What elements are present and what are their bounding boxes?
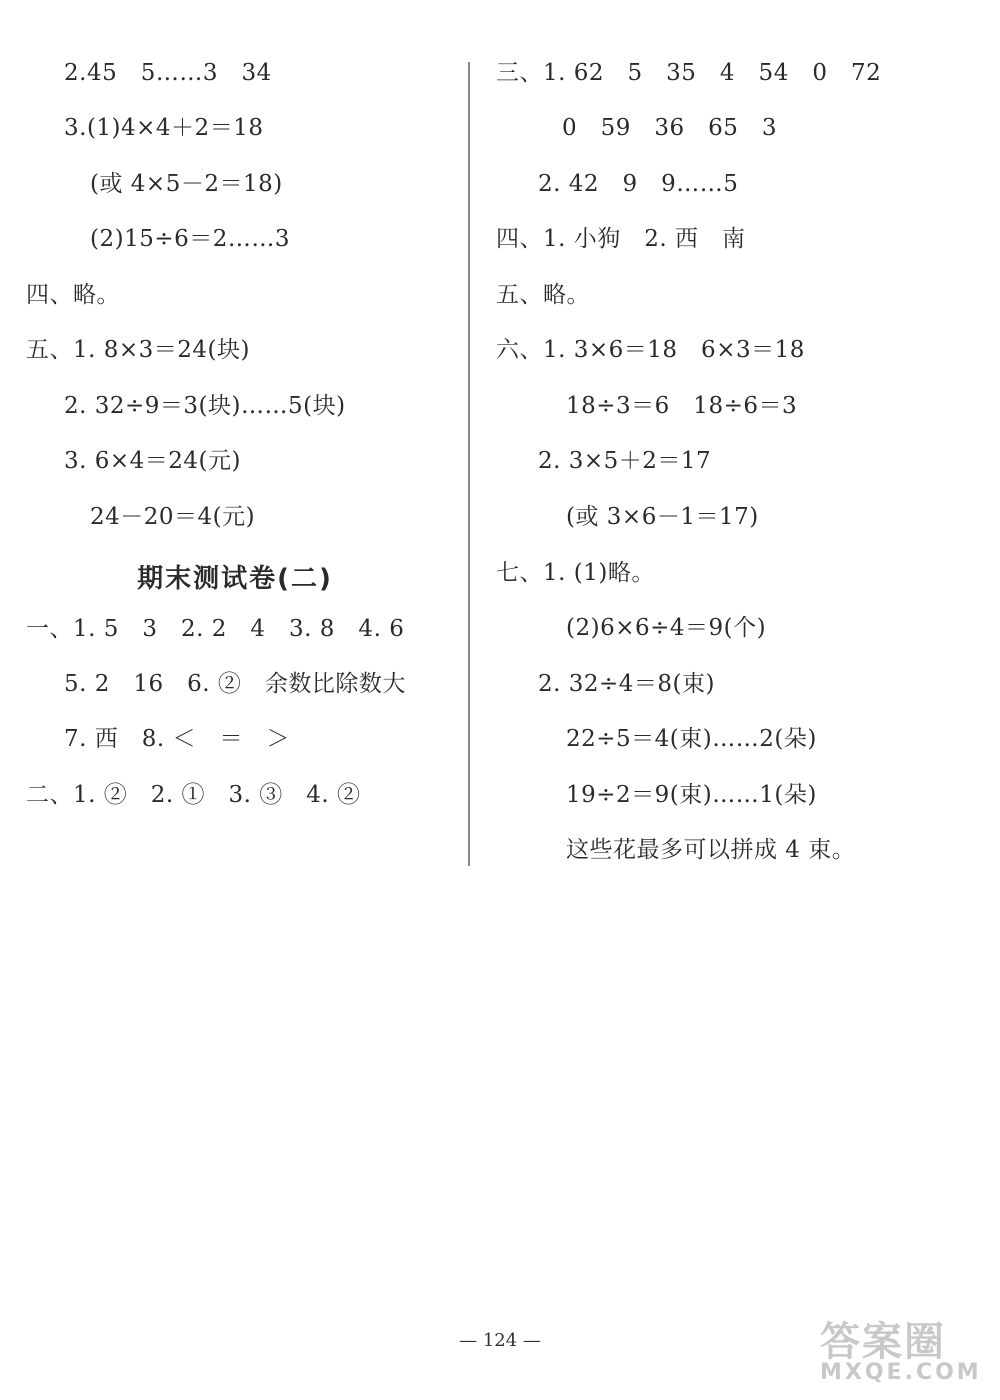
right-line-8: 2. 3×5＋2＝17 bbox=[538, 448, 712, 474]
right-line-12: 2. 32÷4＝8(束) bbox=[538, 671, 716, 697]
left-line-2: 3.(1)4×4＋2＝18 bbox=[64, 115, 264, 141]
watermark-text: 答案圈 bbox=[820, 1319, 946, 1365]
left-line-10: 一、1. 5 3 2. 2 4 3. 8 4. 6 bbox=[26, 616, 405, 642]
left-line-5: 四、略。 bbox=[26, 282, 120, 308]
left-line-9: 24－20＝4(元) bbox=[90, 504, 256, 530]
watermark-logo bbox=[820, 1310, 990, 1390]
right-line-14: 19÷2＝9(束)……1(朵) bbox=[566, 782, 817, 808]
right-line-1: 三、1. 62 5 35 4 54 0 72 bbox=[496, 60, 882, 86]
right-line-4: 四、1. 小狗 2. 西 南 bbox=[496, 226, 746, 252]
left-line-12: 7. 西 8. ＜ ＝ ＞ bbox=[64, 726, 291, 752]
left-line-13: 二、1. ② 2. ① 3. ③ 4. ② bbox=[26, 782, 361, 808]
watermark-url: MXQE.COM bbox=[820, 1360, 982, 1385]
right-line-10: 七、1. (1)略。 bbox=[496, 560, 655, 586]
right-line-3: 2. 42 9 9……5 bbox=[538, 171, 739, 197]
left-line-3: (或 4×5－2＝18) bbox=[90, 171, 283, 197]
left-line-7: 2. 32÷9＝3(块)……5(块) bbox=[64, 393, 346, 419]
right-line-11: (2)6×6÷4＝9(个) bbox=[566, 615, 767, 641]
right-line-7: 18÷3＝6 18÷6＝3 bbox=[566, 393, 798, 419]
left-line-6: 五、1. 8×3＝24(块) bbox=[26, 337, 251, 363]
left-line-4: (2)15÷6＝2……3 bbox=[90, 226, 291, 252]
right-line-6: 六、1. 3×6＝18 6×3＝18 bbox=[496, 337, 805, 363]
column-divider bbox=[468, 62, 470, 866]
page-number: — 124 — bbox=[459, 1330, 541, 1351]
section-title: 期末测试卷(二) bbox=[137, 564, 333, 594]
right-line-5: 五、略。 bbox=[496, 282, 590, 308]
right-line-9: (或 3×6－1＝17) bbox=[566, 504, 759, 530]
left-line-1: 2.45 5……3 34 bbox=[64, 60, 272, 86]
right-line-13: 22÷5＝4(束)……2(朵) bbox=[566, 726, 817, 752]
right-line-2: 0 59 36 65 3 bbox=[562, 115, 778, 141]
left-line-11: 5. 2 16 6. ② 余数比除数大 bbox=[64, 671, 406, 697]
right-line-15: 这些花最多可以拼成 4 束。 bbox=[566, 837, 856, 863]
left-line-8: 3. 6×4＝24(元) bbox=[64, 448, 242, 474]
